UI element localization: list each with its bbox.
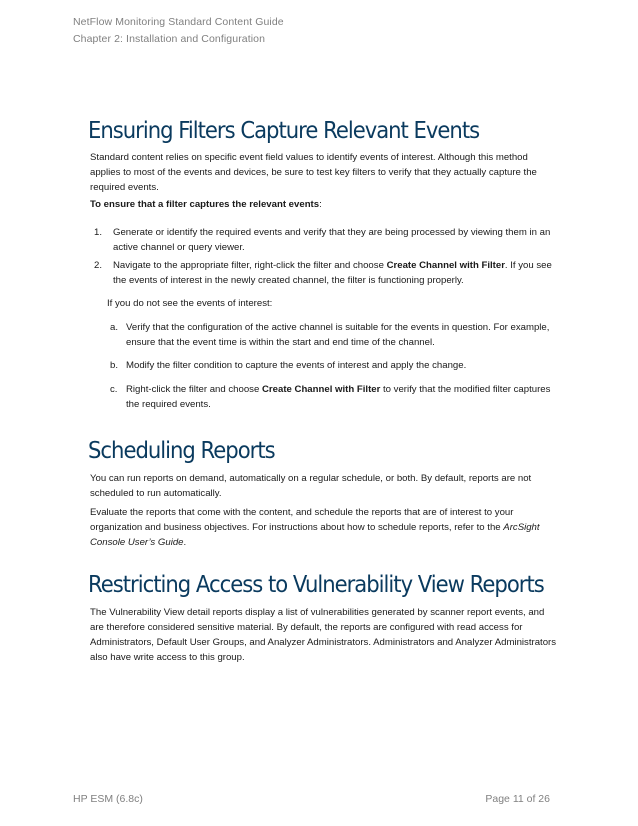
step-1-text: Generate or identify the required events and verify that they are being processed by viewing them in an active channel or query viewer. (113, 227, 551, 253)
step-2-text-pre: Navigate to the appropriate filter, right-click the filter and choose (113, 260, 387, 271)
footer-page-number: Page 11 of 26 (485, 793, 550, 805)
section-heading-vulnerability: Restricting Access to Vulnerability View Reports (88, 572, 544, 598)
sub-step-c-text-pre: Right-click the filter and choose (126, 384, 262, 395)
sub-steps-intro: If you do not see the events of interest: (107, 298, 273, 309)
sub-step-c-command: Create Channel with Filter (261, 384, 381, 395)
sub-step-b-text: Modify the filter condition to capture the events of interest and apply the change. (126, 360, 467, 371)
step-2-command: Create Channel with Filter (386, 260, 505, 271)
vulnerability-paragraph: The Vulnerability View detail reports display a list of vulnerabilities generated by scanner report events, and are therefore considered sensitive material. By default, the reports are configured with read access for Administrators, Default User Groups, and Analyzer Administrators. Administrators and Analyzer Administrators also have write access to this group. (90, 607, 557, 663)
procedure-title-text: To ensure that a filter captures the relevant events (90, 199, 320, 210)
footer-product: HP ESM (6.8c) (73, 793, 143, 805)
scheduling-paragraph-2-post: . (183, 537, 187, 548)
scheduling-paragraph-2 (90, 505, 560, 550)
sub-step-a-label: a. (110, 322, 119, 333)
sub-step-c-text-post: to verify that the modified filter captures the required events. (126, 384, 551, 410)
step-2-text-post: . If you see the events of interest in the newly created channel, the filter is functioning properly. (113, 260, 552, 286)
sub-step-a-text: Verify that the configuration of the active channel is suitable for the events in question. For example, ensure that the event time is within the start and end time of the channel. (126, 322, 550, 348)
running-header-title: NetFlow Monitoring Standard Content Guide (73, 16, 284, 28)
procedure-title-colon: : (319, 199, 322, 210)
step-2-text (113, 258, 553, 288)
filters-intro-paragraph: Standard content relies on specific event field values to identify events of interest. Although this method applies to most of the events and devices, be sure to test key filters to verify that they actually capture the required events. (90, 152, 537, 193)
step-1-number: 1. (94, 227, 103, 238)
section-heading-scheduling: Scheduling Reports (88, 438, 275, 464)
sub-step-c-label: c. (110, 384, 118, 395)
console-guide-reference: ArcSight Console User’s Guide (90, 522, 540, 548)
sub-step-c-text (126, 382, 551, 412)
step-2-number: 2. (94, 260, 103, 271)
procedure-title (90, 197, 560, 212)
section-heading-filters: Ensuring Filters Capture Relevant Events (88, 118, 480, 144)
running-header-chapter: Chapter 2: Installation and Configuration (73, 33, 266, 45)
scheduling-paragraph-1: You can run reports on demand, automatically on a regular schedule, or both. By default, reports are not scheduled to run automatically. (90, 473, 532, 499)
scheduling-paragraph-2-pre: Evaluate the reports that come with the content, and schedule the reports that are of interest to your organization and business objectives. For instructions about how to schedule reports, refer to the (90, 507, 514, 533)
sub-step-b-label: b. (110, 360, 119, 371)
